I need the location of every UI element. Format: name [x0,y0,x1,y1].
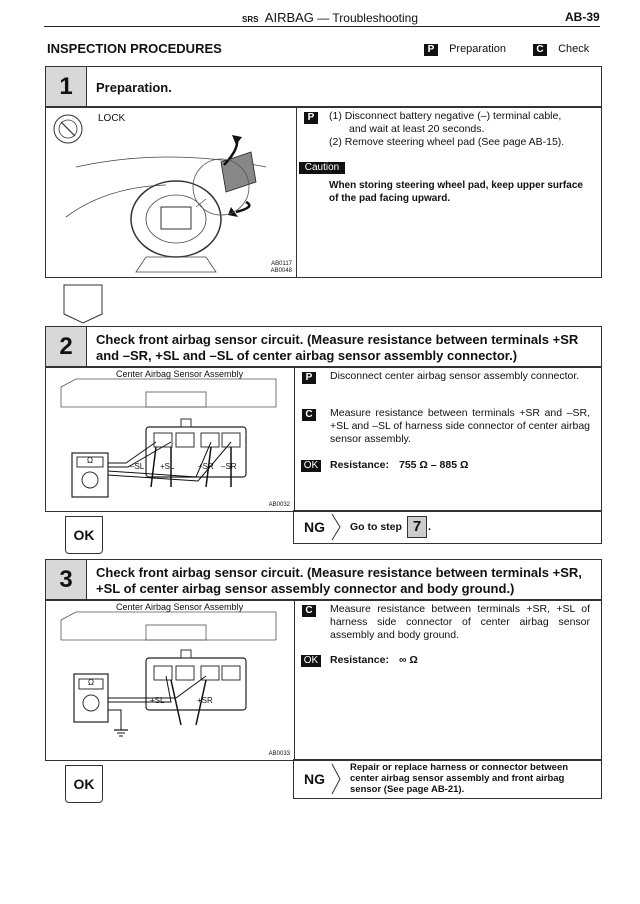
terminal-label: +SR [198,462,214,471]
fig-label: Center Airbag Sensor Assembly [116,369,244,379]
inspection-title: INSPECTION PROCEDURES [47,41,222,56]
ohm-symbol: Ω [88,678,94,687]
step3-ng-box [293,759,602,799]
legend [424,43,589,56]
step1-instruction-1b: and wait at least 20 seconds. [349,123,485,135]
legend-p-label: Preparation [449,43,506,55]
step2-number: 2 [46,327,87,367]
legend-c-badge: C [533,44,547,56]
step1-instruction-2: (2) Remove steering wheel pad (See page AB-15). [329,136,565,148]
steering-wheel-illustration [46,107,296,277]
chevron-right-icon [330,763,342,795]
figure-code: AB0117 [271,261,292,267]
ng-label: NG [304,519,325,535]
legend-c-label: Check [558,43,590,55]
lock-label: LOCK [98,113,126,124]
ok-badge: OK [301,460,321,472]
figure-code: AB0032 [268,502,290,508]
check-badge: C [302,605,316,617]
flow-arrow-box [63,284,103,324]
step1-title-bar [45,66,602,108]
caution-text: When storing steering wheel pad, keep upper surface of the pad facing upward. [329,180,583,204]
caution-badge: Caution [299,162,345,174]
step2-check-text: Measure resistance between terminals +SR and –SR, +SL and –SL of harness side connector of center airbag sensor assembly. [330,407,590,445]
prep-badge: P [304,112,318,124]
terminal-label: –SL [130,462,145,471]
section-title: AIRBAG [264,10,314,25]
terminal-label: +SL [150,696,165,705]
meter-ground-illustration [46,600,294,760]
meter-connector-illustration [46,367,294,511]
step3-figure [46,600,295,760]
goto-step-link[interactable]: 7 [407,516,427,538]
step2-ng-box [293,510,602,544]
ng-period: . [428,521,432,533]
resistance-label: Resistance: [330,654,389,666]
prep-badge: P [302,372,316,384]
legend-p-badge: P [424,44,438,56]
step2-body [45,366,602,512]
section-subtitle: Troubleshooting [332,11,419,25]
page-number: AB-39 [565,10,600,24]
section-dash: — [317,11,330,25]
step3-title-bar [45,559,602,601]
figure-code: AB0033 [268,751,290,757]
step1-figure [46,107,297,277]
step3-ok-box: OK [65,765,103,803]
step2-prep-text: Disconnect center airbag sensor assembly connector. [330,370,580,382]
header-rule [44,26,600,27]
check-badge: C [302,409,316,421]
step1-instruction-1: (1) Disconnect battery negative (–) terminal cable, [329,110,562,122]
resistance-label: Resistance: [330,459,389,471]
resistance-value: ∞ Ω [399,654,418,666]
step1-title: Preparation. [96,80,172,95]
ng-label: NG [304,771,325,787]
terminal-label: +SR [197,696,213,705]
step2-title: Check front airbag sensor circuit. (Measure resistance between terminals +SR and –SR, +SL and –SL of center airbag sensor assembly connector.) [96,332,579,363]
chevron-right-icon [330,513,342,541]
section-code: SRS [242,15,259,24]
figure-code: AB0048 [270,268,292,274]
step2-figure [46,367,295,511]
step1-body [45,106,602,278]
step3-body [45,599,602,761]
terminal-label: +SL [160,462,175,471]
fig-label: Center Airbag Sensor Assembly [116,602,244,612]
ohm-symbol: Ω [87,456,93,465]
step3-number: 3 [46,560,87,600]
ng-action: Go to step [350,521,402,533]
page-header [242,10,418,25]
resistance-value: 755 Ω – 885 Ω [399,459,469,471]
ok-badge: OK [301,655,321,667]
step2-ok-box: OK [65,516,103,554]
step2-title-bar [45,326,602,368]
ng-action: Repair or replace harness or connector between center airbag sensor assembly and front airbag sensor (See page AB-21). [350,762,569,795]
step1-number: 1 [46,67,87,107]
step3-title: Check front airbag sensor circuit. (Measure resistance between terminals +SR, +SL of center airbag sensor assembly connector and body ground.) [96,565,582,596]
terminal-label: –SR [221,462,237,471]
step3-check-text: Measure resistance between terminals +SR, +SL of harness side connector of center airbag sensor assembly and body ground. [330,603,590,641]
